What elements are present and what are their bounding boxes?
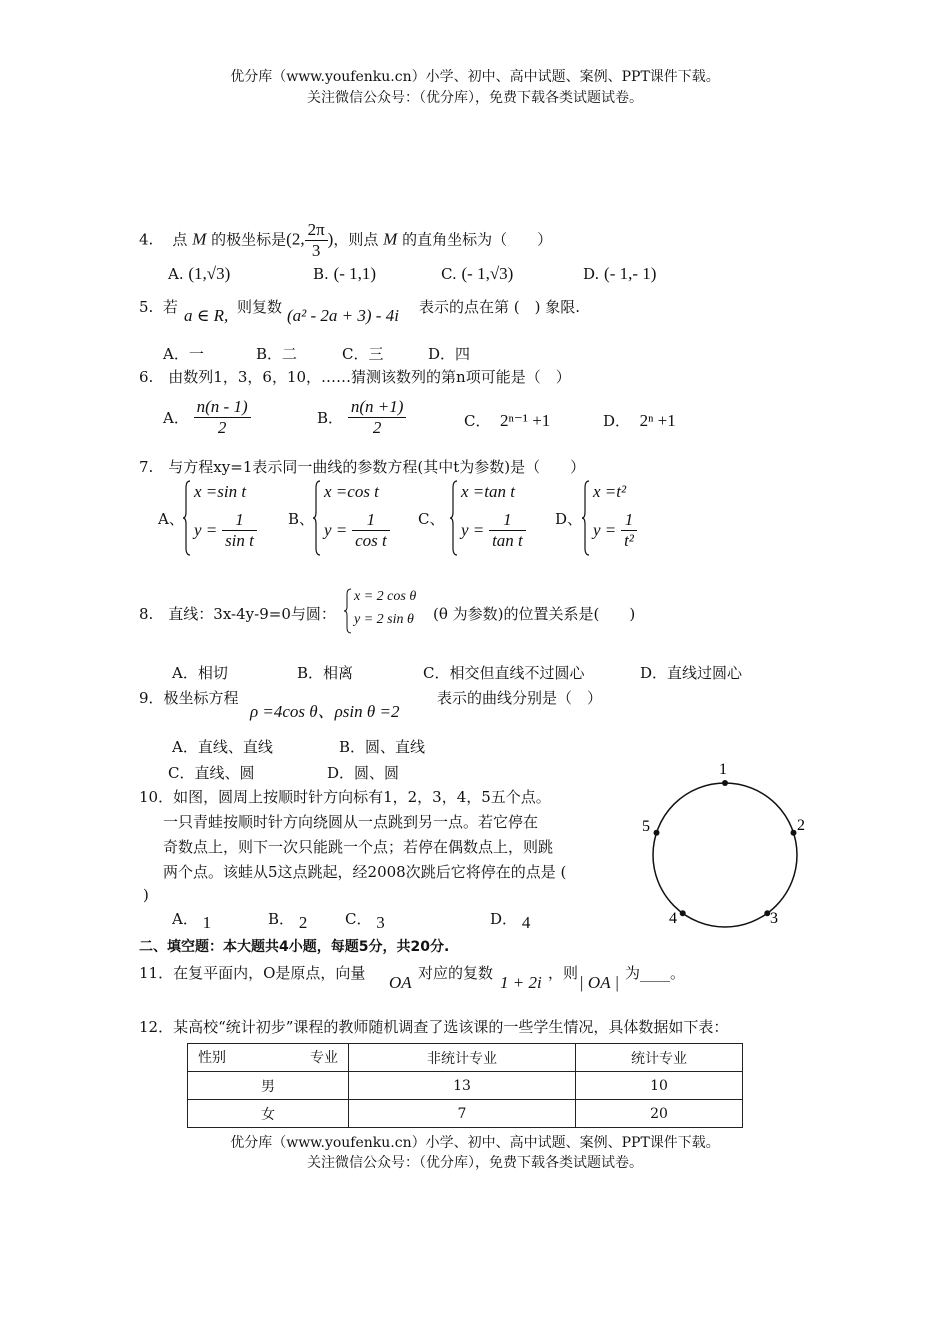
fraction [194, 397, 251, 438]
option-c: C．直线、圆 [168, 764, 255, 782]
fraction [348, 397, 407, 438]
option-label: A. [168, 265, 184, 283]
option-label: B、 [288, 510, 315, 528]
option-d-system [582, 480, 662, 556]
table-header-cell: 统计专业 [576, 1044, 743, 1072]
option-a [172, 908, 212, 932]
option-label: C． [345, 910, 372, 928]
option-d [583, 264, 656, 284]
question-text: 表示的点在第 ( ) 象限. [419, 298, 581, 316]
option-b [313, 264, 376, 284]
question-7: 7. 与方程xy=1表示同一曲线的参数方程(其中t为参数)是（ ） [139, 458, 586, 476]
option-d: D．直线过圆心 [640, 664, 743, 682]
option-c [464, 410, 550, 431]
corner-label-gender: 性别 [198, 1050, 226, 1066]
option-d: D．四 [428, 345, 471, 363]
point-label-2: 2 [797, 817, 805, 834]
table-row [188, 1072, 743, 1100]
question-10-line-4: 两个点。该蛙从5这点跳起，经2008次跳后它将停在的点是 ( [163, 863, 567, 881]
equation-top: x =sin t [194, 482, 247, 501]
question-10-line-3: 奇数点上，则下一次只能跳一个点；若停在偶数点上，则跳 [163, 838, 554, 856]
option-b: B．圆、直线 [339, 738, 426, 756]
option-b: B．二 [256, 345, 298, 363]
option-label: A、 [158, 510, 184, 528]
question-9-suffix: 表示的曲线分别是（ ） [437, 689, 603, 707]
option-a [163, 397, 251, 438]
math-expr: (2, [286, 229, 305, 249]
question-8-suffix: (θ 为参数)的位置关系是( ) [433, 605, 636, 623]
option-value: (- 1,1) [333, 264, 377, 283]
fraction-numerator: n(n +1) [348, 397, 407, 418]
option-c [441, 264, 513, 284]
option-value: 2 [298, 913, 308, 932]
question-10-line-5: ) [143, 886, 149, 904]
table-cell: 20 [576, 1100, 743, 1128]
data-table [187, 1043, 743, 1128]
option-label: A． [163, 409, 189, 427]
point-label-4: 4 [669, 910, 677, 927]
fraction-numerator: 1 [489, 510, 526, 531]
fraction-numerator: 1 [222, 510, 257, 531]
option-value: 2ⁿ +1 [639, 411, 676, 430]
circle-parametric-system [344, 588, 434, 634]
option-value: (- 1,- 1) [604, 264, 657, 283]
section-heading: 二、填空题：本大题共4小题，每题5分，共20分. [139, 939, 450, 955]
option-d: D．圆、圆 [327, 764, 400, 782]
question-text: 的极坐标是 [211, 230, 287, 249]
equation-lhs: y = [194, 520, 218, 540]
point-label-1: 1 [719, 761, 727, 778]
table-header-cell: 非统计专业 [349, 1044, 576, 1072]
option-value: 4 [521, 913, 531, 932]
fraction-denominator: 2 [372, 418, 382, 437]
question-9-prefix: 9．极坐标方程 [139, 689, 239, 707]
fraction-numerator: 2π [305, 220, 328, 241]
math-expr: (a² - 2a + 3) - 4i [287, 306, 399, 325]
option-value: 3 [376, 913, 385, 932]
math-expr: ) [327, 229, 334, 249]
header-line-1: 优分库（www.youfenku.cn）小学、初中、高中试题、案例、PPT课件下载。 [230, 69, 720, 85]
option-b [317, 397, 406, 438]
equation-top: x =t² [593, 482, 627, 501]
brace-icon [183, 480, 191, 556]
option-value: (- 1,√3) [461, 264, 514, 283]
question-text: 则复数 [237, 298, 283, 316]
question-10-line-2: 一只青蛙按顺时针方向绕圆从一点跳到另一点。若它停在 [163, 813, 539, 831]
circle-point-5 [654, 830, 660, 836]
math-vector: OA [389, 973, 412, 992]
table-cell: 女 [188, 1100, 349, 1128]
table-header-row [188, 1044, 743, 1072]
circle-figure [630, 755, 820, 935]
option-label: D. [583, 265, 600, 283]
circle-outline [653, 783, 797, 927]
option-label: B． [317, 409, 344, 427]
fraction-numerator: 1 [352, 510, 390, 531]
option-label: D、 [555, 510, 583, 528]
option-d [490, 908, 531, 932]
question-text: 点 [172, 230, 188, 249]
option-value: (1,√3) [188, 264, 231, 283]
option-label: D． [490, 910, 518, 928]
equation-lhs: y = [324, 520, 348, 540]
option-a [168, 264, 230, 284]
corner-label-major: 专业 [310, 1050, 338, 1066]
fraction-denominator: t² [624, 531, 634, 550]
question-10-line-1: 10．如图，圆周上按顺时针方向标有1，2，3，4，5五个点。 [139, 788, 551, 806]
brace-icon [450, 480, 458, 556]
table-cell: 13 [349, 1072, 576, 1100]
option-label: B． [268, 910, 295, 928]
question-11-prefix: 11．在复平面内，O是原点，向量 [139, 964, 366, 982]
fraction-numerator: n(n - 1) [194, 397, 251, 418]
equation-bottom: y = 2 sin θ [354, 612, 414, 627]
table-cell: 男 [188, 1072, 349, 1100]
question-number: 4. [139, 230, 154, 249]
math-expr: | OA | [579, 973, 620, 992]
equation-top: x =tan t [461, 482, 515, 501]
fraction-denominator: sin t [225, 531, 254, 550]
option-c-system [450, 480, 550, 556]
question-text: ，则 [548, 964, 579, 982]
footer-line-1: 优分库（www.youfenku.cn）小学、初中、高中试题、案例、PPT课件下载。 [230, 1135, 720, 1151]
option-a-system [183, 480, 283, 556]
fraction [222, 510, 257, 551]
table-cell: 10 [576, 1072, 743, 1100]
point-label-3: 3 [770, 910, 778, 927]
equation-top: x = 2 cos θ [354, 589, 417, 604]
math-expr: a ∈ R, [184, 306, 229, 325]
option-value: 2ⁿ⁻¹ +1 [500, 411, 551, 430]
option-b: B．相离 [297, 664, 354, 682]
option-label: C. [441, 265, 457, 283]
question-12: 12．某高校“统计初步”课程的教师随机调查了选该课的一些学生情况，具体数据如下表： [139, 1018, 729, 1036]
question-text: 为____。 [625, 964, 686, 982]
option-a: A．一 [163, 345, 204, 363]
table-corner-cell [188, 1044, 349, 1072]
option-c [345, 908, 385, 932]
fraction [305, 220, 328, 261]
equation-lhs: y = [461, 520, 485, 540]
equation-top: x =cos t [324, 482, 379, 501]
question-text: 的直角坐标为（ ） [402, 230, 553, 249]
option-label: D． [603, 412, 631, 430]
option-value: 1 [202, 913, 212, 932]
footer-line-2: 关注微信公众号：（优分库），免费下载各类试题试卷。 [307, 1155, 643, 1171]
equation-lhs: y = [593, 520, 617, 540]
table-row [188, 1100, 743, 1128]
option-b-system [313, 480, 413, 556]
question-8-prefix: 8. 直线：3x-4y-9=0与圆： [139, 605, 336, 623]
math-var: M [192, 229, 207, 249]
option-d [603, 410, 676, 431]
option-b [268, 908, 308, 932]
math-expr: 1 + 2i [500, 973, 542, 992]
brace-icon [582, 480, 590, 556]
circle-point-4 [680, 910, 686, 916]
fraction-numerator: 1 [621, 510, 637, 531]
option-label: C． [464, 412, 491, 430]
question-text: 对应的复数 [418, 964, 494, 982]
option-label: A． [172, 910, 198, 928]
fraction-denominator: cos t [355, 531, 387, 550]
fraction [621, 510, 637, 551]
option-a: A．相切 [172, 664, 228, 682]
circle-point-2 [791, 830, 797, 836]
question-text: ，则点 [333, 230, 379, 249]
brace-icon [344, 588, 352, 634]
math-expr: ρ =4cos θ、ρsin θ =2 [250, 702, 400, 721]
header-line-2: 关注微信公众号：（优分库），免费下载各类试题试卷。 [307, 90, 643, 106]
fraction-denominator: 3 [311, 241, 321, 260]
fraction [352, 510, 390, 551]
point-label-5: 5 [642, 818, 650, 835]
question-number: 5. [139, 298, 154, 316]
option-c: C．相交但直线不过圆心 [423, 664, 585, 682]
circle-point-1 [722, 780, 728, 786]
option-c: C．三 [342, 345, 384, 363]
brace-icon [313, 480, 321, 556]
question-6: 6. 由数列1，3，6，10，……猜测该数列的第n项可能是（ ） [139, 368, 571, 386]
option-label: C、 [418, 510, 445, 528]
question-5 [139, 296, 178, 317]
fraction-denominator: 2 [217, 418, 227, 437]
fraction [489, 510, 526, 551]
fraction-denominator: tan t [492, 531, 523, 550]
question-4 [139, 220, 552, 261]
option-label: B. [313, 265, 329, 283]
table-cell: 7 [349, 1100, 576, 1128]
question-text: 若 [162, 298, 178, 316]
math-var: M [383, 229, 398, 249]
option-a: A．直线、直线 [172, 738, 273, 756]
